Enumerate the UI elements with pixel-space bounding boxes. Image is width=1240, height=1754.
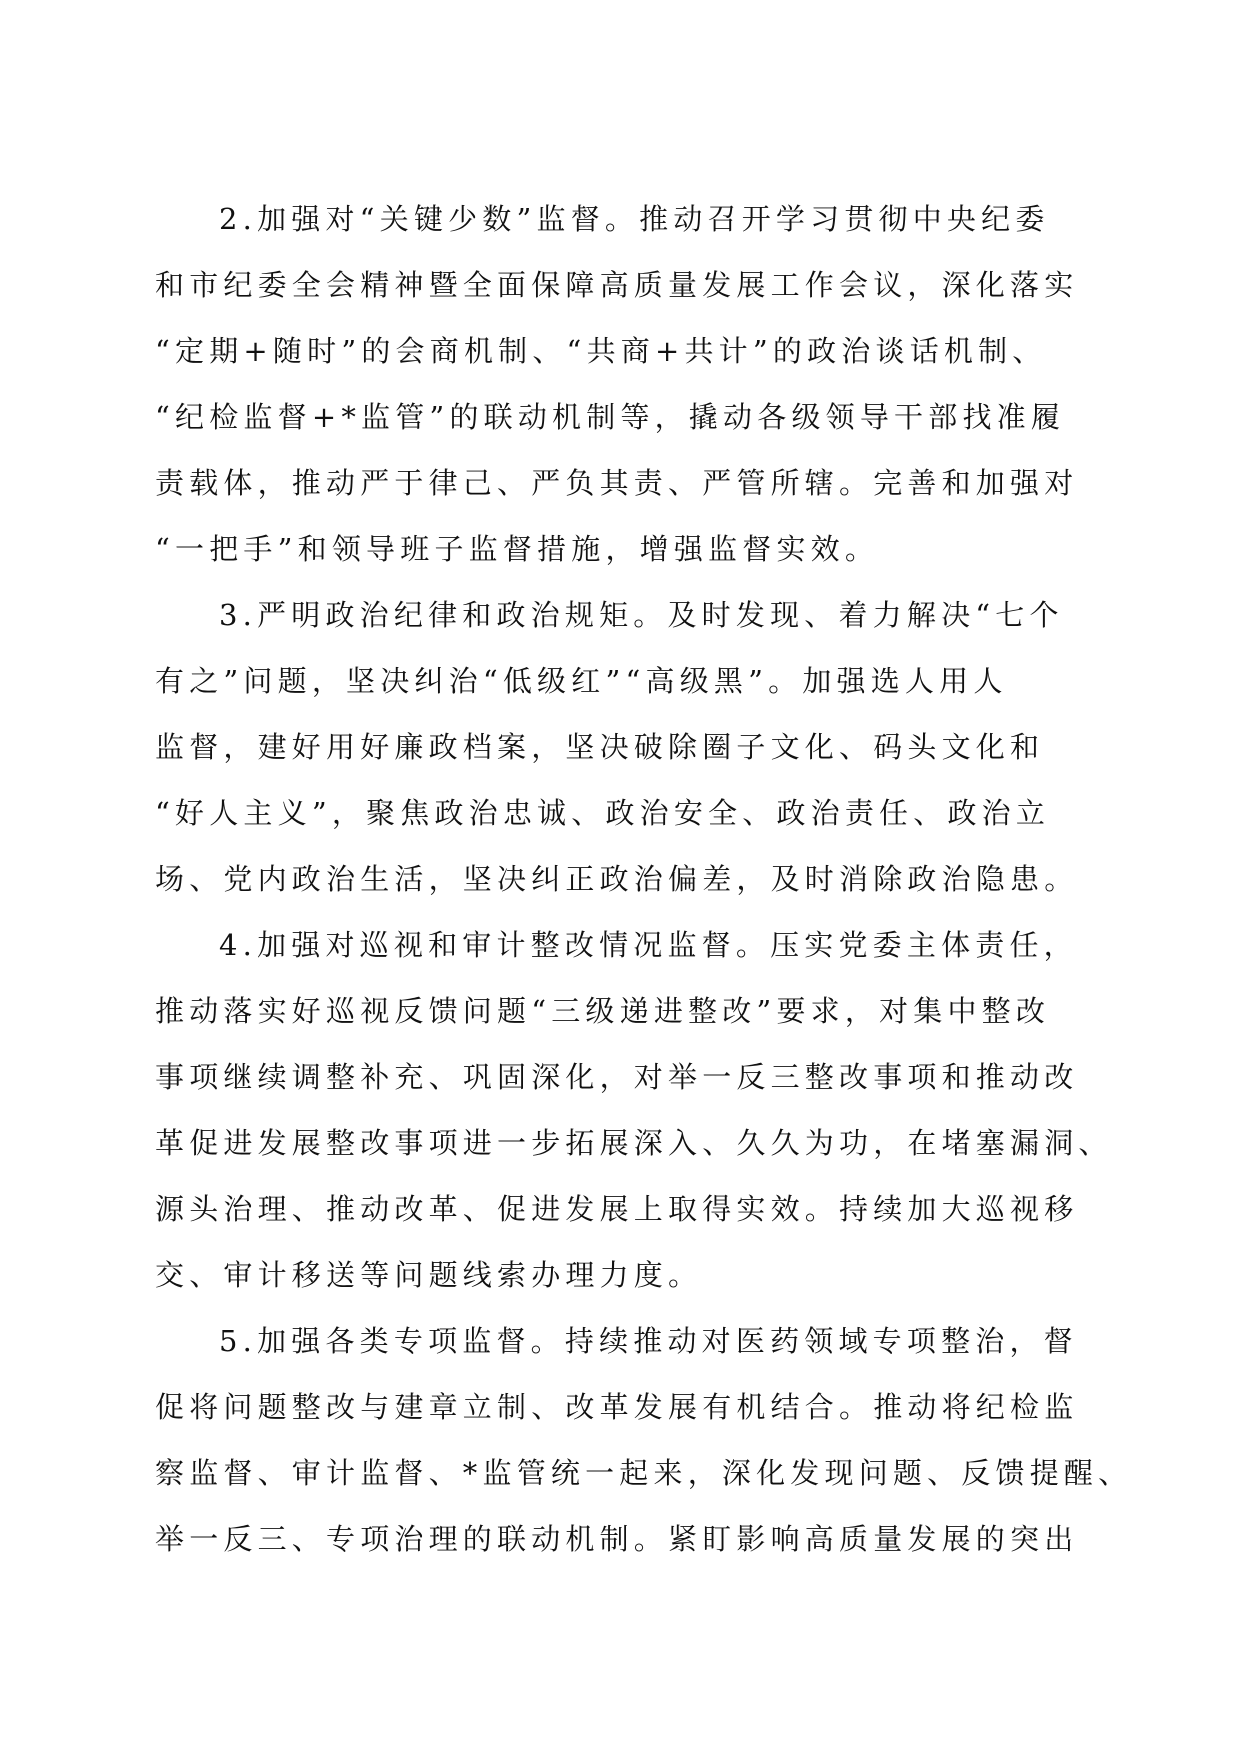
text-line: 源头治理、推动改革、促进发展上取得实效。持续加大巡视移 [155, 1192, 1079, 1226]
paragraph-key-minority-supervision [155, 186, 1085, 582]
text-line: 和市纪委全会精神暨全面保障高质量发展工作会议，深化落实 [155, 268, 1079, 302]
text-line: 推动落实好巡视反馈问题“三级递进整改”要求，对集中整改 [155, 994, 1051, 1028]
text-line: “好人主义”，聚焦政治忠诚、政治安全、政治责任、政治立 [155, 796, 1051, 830]
text-line: “定期+随时”的会商机制、“共商+共计”的政治谈话机制、 [155, 334, 1047, 368]
text-line: 促将问题整改与建章立制、改革发展有机结合。推动将纪检监 [155, 1390, 1079, 1424]
text-line: 3.严明政治纪律和政治规矩。及时发现、着力解决“七个 [219, 598, 1064, 632]
document-body [155, 186, 1133, 1572]
text-line: 事项继续调整补充、巩固深化，对举一反三整改事项和推动改 [155, 1060, 1079, 1094]
text-line: “纪检监督+*监管”的联动机制等，撬动各级领导干部找准履 [155, 400, 1066, 434]
text-line: 监督，建好用好廉政档案，坚决破除圈子文化、码头文化和 [155, 730, 1045, 764]
text-line: 革促进发展整改事项进一步拓展深入、久久为功，在堵塞漏洞、 [155, 1126, 1113, 1160]
paragraph-special-supervision [155, 1308, 1133, 1572]
text-line: 有之”问题，坚决纠治“低级红”“高级黑”。加强选人用人 [155, 664, 1008, 698]
text-line: “一把手”和领导班子监督措施，增强监督实效。 [155, 532, 880, 566]
text-line: 场、党内政治生活，坚决纠正政治偏差，及时消除政治隐患。 [155, 862, 1079, 896]
paragraph-political-discipline [155, 582, 1085, 912]
text-line: 交、审计移送等问题线索办理力度。 [155, 1258, 703, 1292]
text-line: 举一反三、专项治理的联动机制。紧盯影响高质量发展的突出 [155, 1522, 1079, 1556]
text-line: 4.加强对巡视和审计整改情况监督。压实党委主体责任， [219, 928, 1078, 962]
text-line: 2.加强对“关键少数”监督。推动召开学习贯彻中央纪委 [219, 202, 1050, 236]
text-line: 5.加强各类专项监督。持续推动对医药领域专项整治，督 [219, 1324, 1078, 1358]
text-line: 察监督、审计监督、*监管统一起来，深化发现问题、反馈提醒、 [155, 1456, 1133, 1490]
paragraph-inspection-audit-rectification [155, 912, 1113, 1308]
text-line: 责载体，推动严于律己、严负其责、严管所辖。完善和加强对 [155, 466, 1079, 500]
